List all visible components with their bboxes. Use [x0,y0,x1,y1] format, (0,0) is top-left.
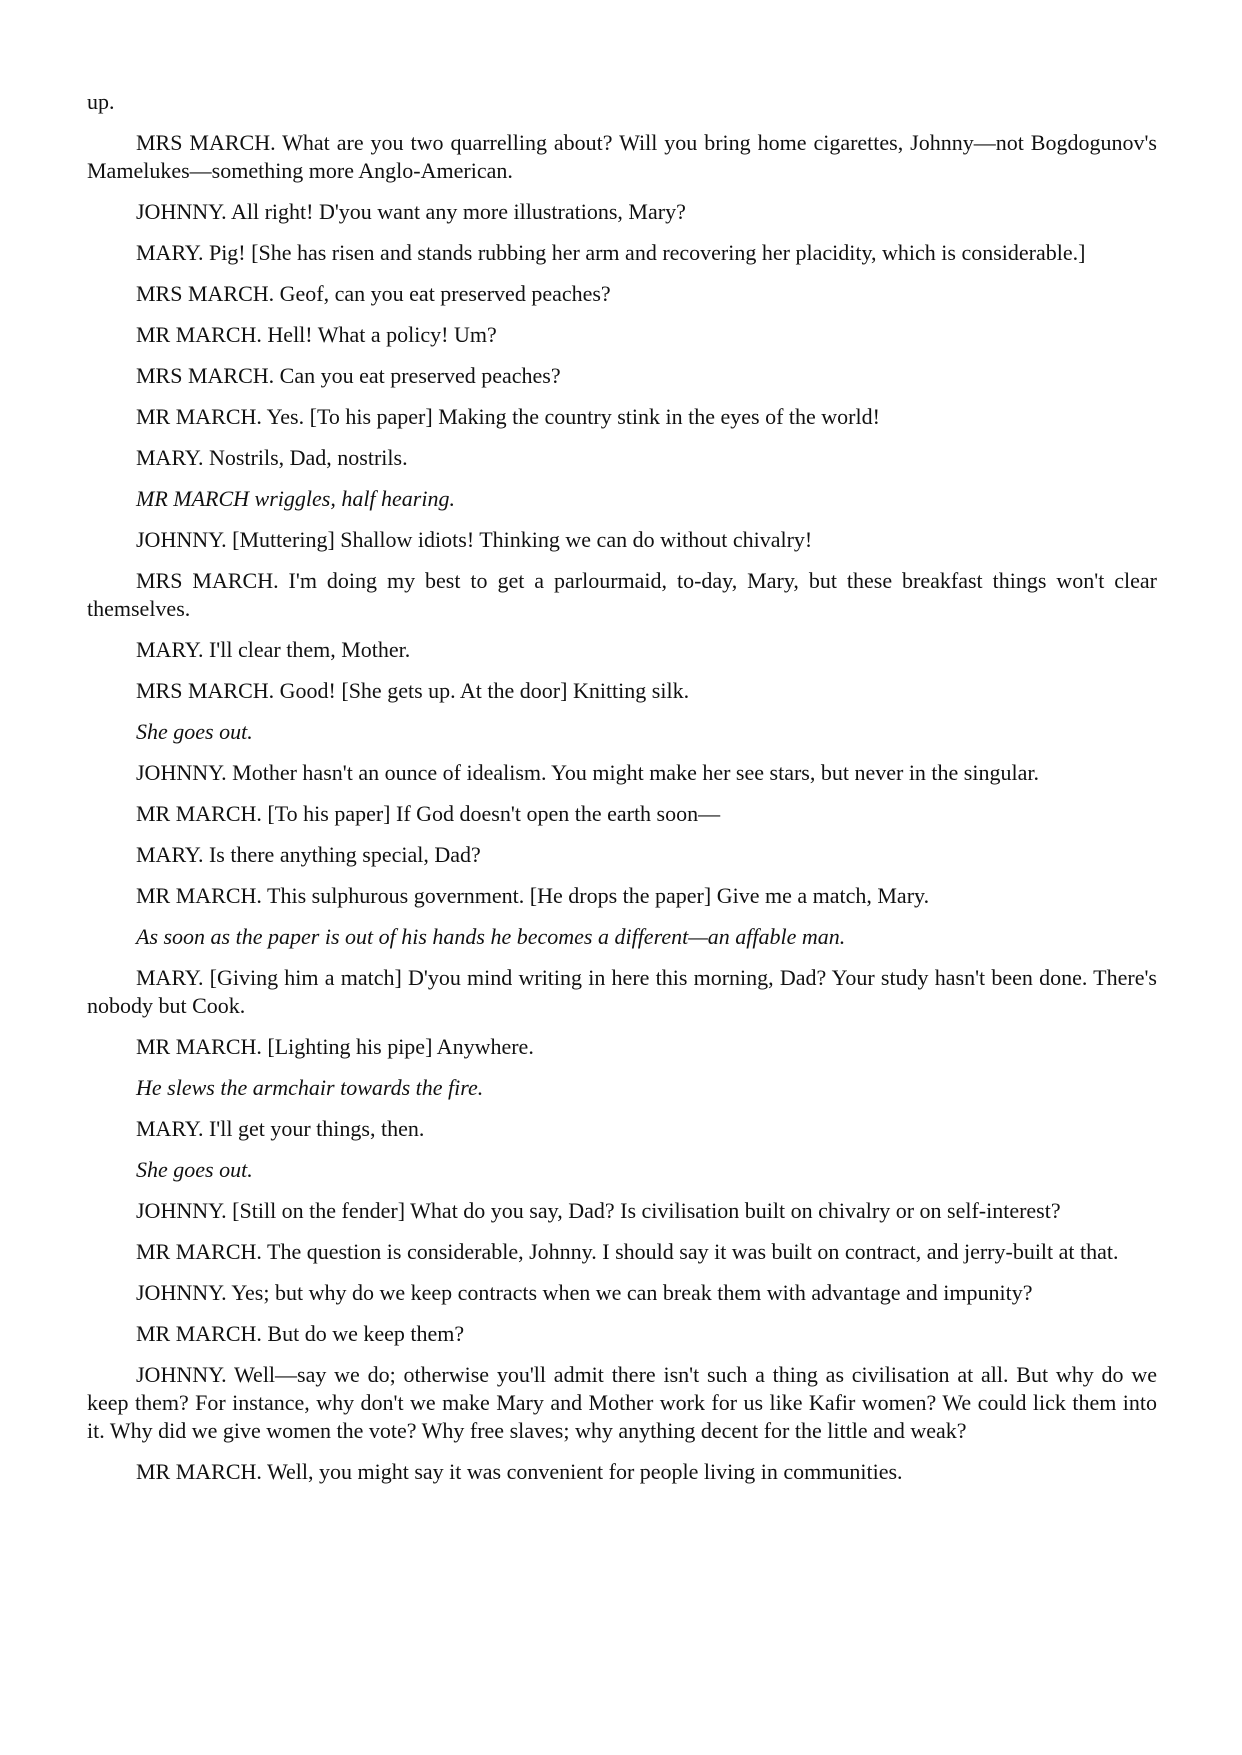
stage-direction: She goes out. [136,1157,253,1182]
dialogue-paragraph: MARY. Pig! [She has risen and stands rubbing her arm and recovering her placidity, which is considerable.] [136,240,1086,265]
dialogue-paragraph: MR MARCH. [To his paper] If God doesn't open the earth soon— [136,801,721,826]
dialogue-paragraph: MRS MARCH. I'm doing my best to get a parlourmaid, to-day, Mary, but these breakfast things won't clear themselves. [87,568,1157,621]
document-page [87,88,1157,1499]
dialogue-paragraph: MARY. Nostrils, Dad, nostrils. [136,445,408,470]
dialogue-paragraph: MR MARCH. This sulphurous government. [He drops the paper] Give me a match, Mary. [136,883,930,908]
dialogue-paragraph: MR MARCH. Yes. [To his paper] Making the country stink in the eyes of the world! [136,404,880,429]
dialogue-paragraph: JOHNNY. [Still on the fender] What do you say, Dad? Is civilisation built on chivalry or on self-interest? [136,1198,1061,1223]
dialogue-paragraph: MRS MARCH. Can you eat preserved peaches? [136,363,561,388]
stage-direction: MR MARCH wriggles, half hearing. [136,486,455,511]
dialogue-paragraph: MR MARCH. Hell! What a policy! Um? [136,322,497,347]
dialogue-paragraph: MR MARCH. The question is considerable, Johnny. I should say it was built on contract, and jerry-built at that. [136,1239,1119,1264]
stage-direction: She goes out. [136,719,253,744]
dialogue-paragraph: MRS MARCH. What are you two quarrelling about? Will you bring home cigarettes, Johnny—not Bogdogunov's Mamelukes—something more Anglo-American. [87,130,1157,183]
dialogue-paragraph: MRS MARCH. Geof, can you eat preserved peaches? [136,281,611,306]
continued-text: up. [87,89,115,114]
dialogue-paragraph: MRS MARCH. Good! [She gets up. At the door] Knitting silk. [136,678,690,703]
dialogue-paragraph: MARY. I'll clear them, Mother. [136,637,411,662]
dialogue-paragraph: JOHNNY. Mother hasn't an ounce of idealism. You might make her see stars, but never in the singular. [136,760,1039,785]
stage-direction: He slews the armchair towards the fire. [136,1075,484,1100]
dialogue-paragraph: MARY. Is there anything special, Dad? [136,842,481,867]
dialogue-paragraph: MARY. [Giving him a match] D'you mind writing in here this morning, Dad? Your study hasn't been done. There's nobody but Cook. [87,965,1157,1018]
dialogue-paragraph: JOHNNY. [Muttering] Shallow idiots! Thinking we can do without chivalry! [136,527,813,552]
dialogue-paragraph: JOHNNY. Yes; but why do we keep contracts when we can break them with advantage and impunity? [136,1280,1033,1305]
dialogue-paragraph: JOHNNY. All right! D'you want any more illustrations, Mary? [136,199,686,224]
dialogue-paragraph: MR MARCH. [Lighting his pipe] Anywhere. [136,1034,534,1059]
stage-direction: As soon as the paper is out of his hands he becomes a different—an affable man. [136,924,846,949]
dialogue-paragraph: MR MARCH. Well, you might say it was convenient for people living in communities. [136,1459,903,1484]
dialogue-paragraph: MR MARCH. But do we keep them? [136,1321,465,1346]
dialogue-paragraph: JOHNNY. Well—say we do; otherwise you'll admit there isn't such a thing as civilisation at all. But why do we keep them? For instance, why don't we make Mary and Mother work for us like Kafir women? We could lick them into it. Why did we give women the vote? Why free slaves; why anything decent for the little and weak? [87,1362,1157,1443]
dialogue-paragraph: MARY. I'll get your things, then. [136,1116,425,1141]
